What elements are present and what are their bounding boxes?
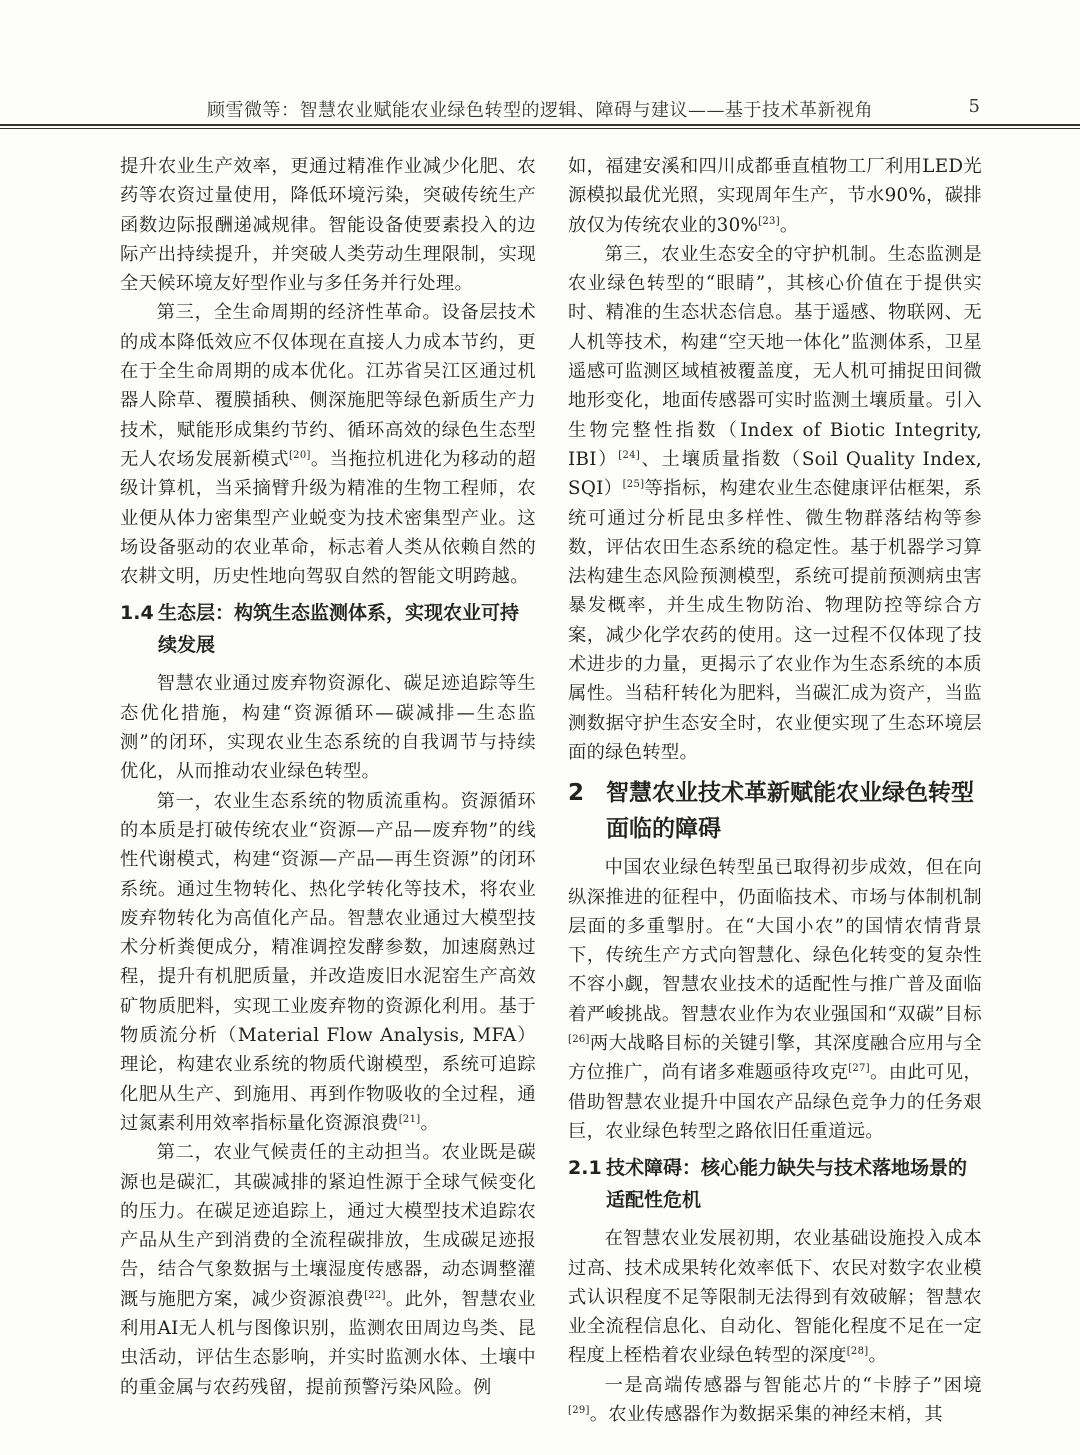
paragraph: 第二，农业气候责任的主动担当。农业既是碳源也是碳汇，其碳减排的紧迫性源于全球气候变化的压力。在碳足迹追踪上，通过大模型技术追踪农产品从生产到消费的全流程碳排放，生成碳足迹报告，结合气象数据与土壤湿度传感器，动态调整灌溉与施肥方案，减少资源浪费[22]。此外，智慧农业利用AI无人机与图像识别，监测农田周边鸟类、昆虫活动，评估生态影响，并实时监测水体、土壤中的重金属与农药残留，提前预警污染风险。例 bbox=[120, 1142, 536, 1398]
paragraph: 如，福建安溪和四川成都垂直植物工厂利用LED光源模拟最优光照，实现周年生产，节水90%，碳排放仅为传统农业的30%[23]。 bbox=[568, 156, 982, 236]
header-rule-thick bbox=[0, 124, 1080, 126]
citation: [25] bbox=[622, 479, 645, 491]
paragraph: 第三，全生命周期的经济性革命。设备层技术的成本降低效应不仅体现在直接人力成本节约，更在于全生命周期的成本优化。江苏省吴江区通过机器人除草、覆膜插秧、侧深施肥等绿色新质生产力技术，赋能形成集约节约、循环高效的绿色生态型无人农场发展新模式[20]。当拖拉机进化为移动的超级计算机，当采摘臂升级为精准的生物工程师，农业便从体力密集型产业蜕变为技术密集型产业。这场设备驱动的农业革命，标志着人类从依赖自然的农耕文明，历史性地向驾驭自然的智能文明跨越。 bbox=[120, 302, 536, 588]
citation: [20] bbox=[288, 449, 311, 461]
section-title: 技术障碍：核心能力缺失与技术落地场景的适配性危机 bbox=[606, 1157, 968, 1212]
citation: [23] bbox=[758, 215, 780, 227]
section-heading-1-4 bbox=[120, 597, 536, 661]
paragraph: 第三，农业生态安全的守护机制。生态监测是农业绿色转型的“眼睛”，其核心价值在于提供实时、精准的生态状态信息。基于遥感、物联网、无人机等技术，构建“空天地一体化”监测体系，卫星遥感可监测区域植被覆盖度，无人机可捕捉田间微地形变化，地面传感器可实时监测土壤质量。引入生物完整性指数（Index of Biotic Integrity, IBI）[24]、土壤质量指数（Soil Quality Index, SQI）[25]等指标，构建农业生态健康评估框架，系统可通过分析昆虫多样性、微生物群落结构等参数，评估农田生态系统的稳定性。基于机器学习算法构建生态风险预测模型，系统可提前预测病虫害暴发概率，并生成生物防治、物理防控等综合方案，减少化学农药的使用。这一过程不仅体现了技术进步的力量，更揭示了农业作为生态系统的本质属性。当秸秆转化为肥料，当碳汇成为资产，当监测数据守护生态安全时，农业便实现了生态环境层面的绿色转型。 bbox=[568, 243, 982, 763]
section-number: 1.4 bbox=[120, 602, 154, 625]
paragraph: 中国农业绿色转型虽已取得初步成效，但在向纵深推进的征程中，仍面临技术、市场与体制机制层面的多重掣肘。在“大国小农”的国情农情背景下，传统生产方式向智慧化、绿色化转变的复杂性不容小觑，智慧农业技术的适配性与推广普及面临着严峻挑战。智慧农业作为农业强国和“双碳”目标[26]两大战略目标的关键引擎，其深度融合应用与全方位推广，尚有诸多难题亟待攻克[27]。由此可见，借助智慧农业提升中国农产品绿色竞争力的任务艰巨，农业绿色转型之路依旧任重道远。 bbox=[568, 857, 982, 1142]
citation: [21] bbox=[398, 1113, 421, 1125]
paragraph: 一是高端传感器与智能芯片的“卡脖子”困境[29]。农业传感器作为数据采集的神经末梢，其 bbox=[568, 1374, 982, 1425]
section-title: 生态层：构筑生态监测体系，实现农业可持续发展 bbox=[158, 602, 520, 657]
page-number: 5 bbox=[968, 96, 980, 117]
citation: [28] bbox=[846, 1346, 869, 1358]
paragraph: 第一，农业生态系统的物质流重构。资源循环的本质是打破传统农业“资源—产品—废弃物”的线性代谢模式，构建“资源—产品—再生资源”的闭环系统。通过生物转化、热化学转化等技术，将农业废弃物转化为高值化产品。智慧农业通过大模型技术分析粪便成分，精准调控发酵参数，加速腐熟过程，提升有机肥质量，并改造废旧水泥窑生产高效矿物质肥料，实现工业废弃物的资源化利用。基于物质流分析（Material Flow Analysis, MFA）理论，构建农业系统的物质代谢模型，系统可追踪化肥从生产、到施用、再到作物吸收的全过程，通过氮素利用效率指标量化资源浪费[21]。 bbox=[120, 790, 536, 1134]
section-title: 智慧农业技术革新赋能农业绿色转型面临的障碍 bbox=[606, 780, 974, 843]
section-heading-2-1 bbox=[568, 1152, 982, 1216]
paragraph: 在智慧农业发展初期，农业基础设施投入成本过高、技术成果转化效率低下、农民对数字农业模式认识程度不足等限制无法得到有效破解；智慧农业全流程信息化、自动化、智能化程度不足在一定程度上桎梏着农业绿色转型的深度[28]。 bbox=[568, 1228, 982, 1367]
citation: [24] bbox=[618, 449, 641, 461]
paragraph: 提升农业生产效率，更通过精准作业减少化肥、农药等农资过量使用，降低环境污染，突破传统生产函数边际报酬递减规律。智能设备使要素投入的边际产出持续提升，并突破人类劳动生理限制，实现全天候环境友好型作业与多任务并行处理。 bbox=[120, 156, 536, 295]
citation: [29] bbox=[568, 1404, 590, 1416]
header-rule-thin bbox=[0, 128, 1080, 129]
right-column bbox=[568, 152, 982, 1429]
left-column bbox=[120, 152, 536, 1402]
section-heading-2 bbox=[568, 775, 982, 847]
citation: [26] bbox=[568, 1033, 590, 1045]
paragraph: 智慧农业通过废弃物资源化、碳足迹追踪等生态优化措施，构建“资源循环—碳减排—生态监测”的闭环，实现农业生态系统的自我调节与持续优化，从而推动农业绿色转型。 bbox=[120, 673, 536, 783]
section-number: 2.1 bbox=[568, 1157, 602, 1180]
section-number: 2 bbox=[568, 780, 585, 807]
citation: [27] bbox=[848, 1063, 870, 1075]
citation: [22] bbox=[364, 1289, 386, 1301]
header-title: 顾雪微等：智慧农业赋能农业绿色转型的逻辑、障碍与建议——基于技术革新视角 bbox=[207, 100, 873, 121]
